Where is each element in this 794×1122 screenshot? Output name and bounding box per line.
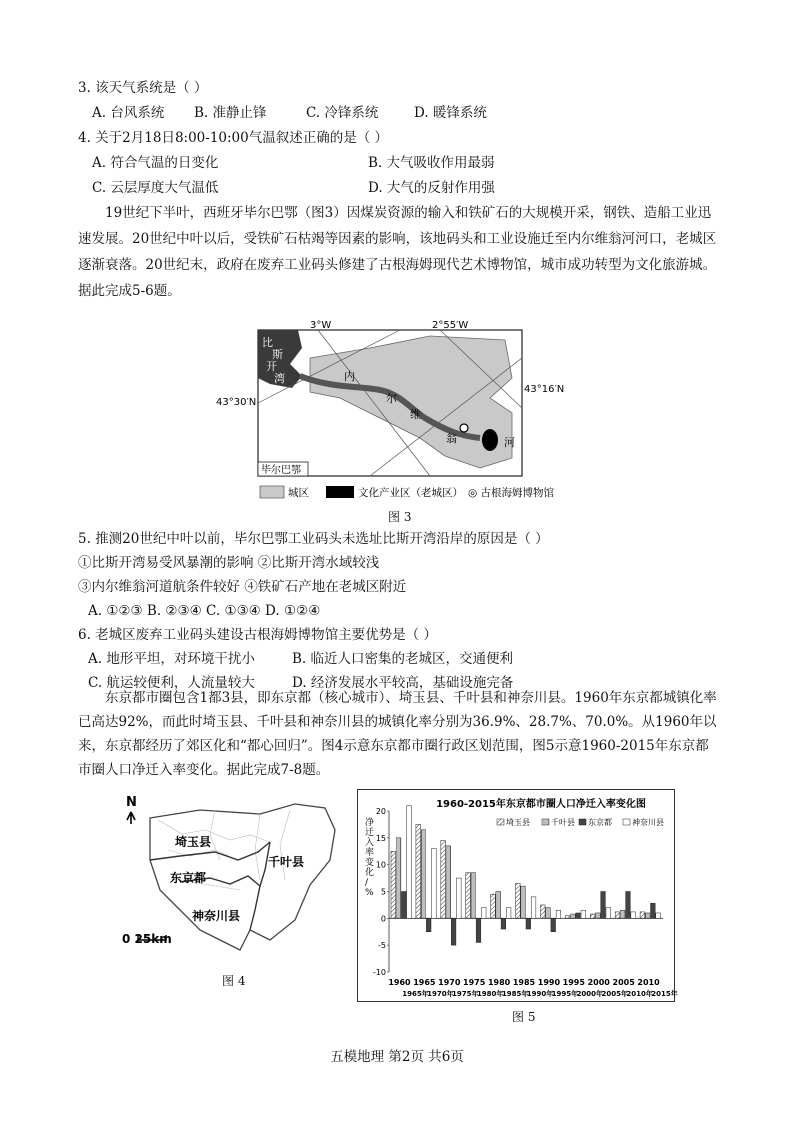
chart-bar-千叶县-2000 [596, 913, 601, 918]
legend-swatch [542, 819, 549, 825]
chart-ytick: 20 [375, 807, 386, 816]
guggenheim-marker [460, 424, 468, 432]
tokyo-label: 东京都 [170, 871, 207, 885]
figure-5-caption: 图 5 [512, 1010, 536, 1024]
chart-bar-埼玉县-1980 [491, 894, 496, 918]
chart-bar-东京都-1965 [426, 918, 431, 931]
chart-bar-神奈川县-1995 [581, 910, 586, 918]
chart-xtick-end: 1965年 [402, 990, 429, 998]
chart-bar-埼玉县-1990 [540, 905, 545, 918]
chart-bar-神奈川县-2005 [631, 912, 636, 918]
chart-xtick-end: 2015年 [651, 990, 678, 998]
chart-bar-神奈川县-1985 [531, 897, 536, 918]
chart-bar-东京都-1995 [576, 913, 581, 918]
bay-char-2: 斯 [272, 348, 283, 361]
chart-bar-千叶县-1980 [496, 892, 501, 919]
chart-ytick: 0 [380, 914, 386, 924]
chart-xtick-start: 1985 [512, 978, 536, 987]
legend-museum: ◎ 古根海姆博物馆 [468, 487, 554, 499]
chart-xtick-end: 2005年 [601, 990, 628, 998]
legend-urban: 城区 [288, 487, 309, 499]
chart-ytick: 5 [380, 887, 386, 897]
chart-xtick-start: 2000 [587, 978, 610, 987]
chart-xtick-end: 1985年 [501, 990, 529, 998]
chart-xtick-start: 1980 [487, 978, 511, 987]
chiba-label: 千叶县 [268, 855, 305, 869]
chart-xtick-end: 1990年 [526, 990, 554, 998]
chart-bar-埼玉县-1995 [565, 916, 570, 919]
culture-district [482, 429, 498, 451]
chart-bar-埼玉县-1960 [391, 851, 396, 918]
north-label: N [126, 795, 137, 810]
chart-bar-埼玉县-1975 [466, 873, 471, 919]
q5-choices-2: ③内尔维翁河道航条件较好 ④铁矿石产地在老城区附近 [78, 579, 407, 595]
chart-xtick-start: 2005 [612, 978, 635, 987]
chart-xtick-end: 1970年 [427, 990, 454, 998]
chart-ytick: 15 [375, 833, 386, 843]
legend-swatch [579, 819, 586, 825]
chart-ytick: -5 [378, 941, 386, 951]
chart-bar-千叶县-1990 [546, 908, 551, 919]
q5-stem: 5. 推测20世纪中叶以前，毕尔巴鄂工业码头未选址比斯开湾沿岸的原因是（ ） [78, 531, 549, 547]
chart-bar-神奈川县-1975 [481, 908, 486, 919]
fig3-lon1: 3°W [310, 320, 332, 331]
chart-bar-埼玉县-1965 [416, 824, 421, 918]
q6-option-c: C. 航运较便利，人流量较大 [88, 675, 255, 691]
fig3-city-label: 毕尔巴鄂 [261, 465, 301, 476]
q3-option-a: A. 台风系统 [92, 105, 165, 121]
q3-option-d: D. 暖锋系统 [414, 105, 487, 121]
chart-xtick-start: 1965 [413, 978, 436, 987]
page-footer: 五模地理 第2页 共6页 [330, 1049, 464, 1065]
chart-ylabel-char: % [365, 888, 374, 898]
figure-4-map [120, 790, 355, 960]
chart-bar-千叶县-1960 [396, 838, 401, 919]
river-char-1: 内 [344, 370, 355, 383]
q4-option-a: A. 符合气温的日变化 [92, 155, 219, 171]
q6-stem: 6. 老城区废弃工业码头建设古根海姆博物馆主要优势是（ ） [78, 627, 437, 643]
chart-bar-神奈川县-1965 [432, 849, 437, 919]
chart-bar-神奈川县-1970 [457, 878, 462, 918]
chart-xtick-start: 1960 [388, 978, 411, 987]
q5-options: A. ①②③ B. ②③④ C. ①③④ D. ①②④ [88, 603, 321, 619]
q3-stem: 3. 该天气系统是（ ） [78, 80, 208, 96]
fig3-lon2: 2°55′W [432, 320, 469, 331]
river-char-5: 河 [504, 436, 515, 449]
chart-bar-千叶县-2010 [645, 913, 650, 918]
chart-bar-神奈川县-1990 [556, 910, 561, 918]
chart-bar-千叶县-1985 [521, 886, 526, 918]
chart-bar-东京都-1980 [501, 918, 506, 929]
q4-option-c: C. 云层厚度大气温低 [92, 180, 219, 196]
passage-bilbao: 19世纪下半叶，西班牙毕尔巴鄂（图3）因煤炭资源的输入和铁矿石的大规模开采，钢铁、造船工业迅速发展。20世纪中叶以后，受铁矿石枯竭等因素的影响，该地码头和工业设施迁至内尔维翁河河口，老城区逐渐衰落。20世纪末，政府在废弃工业码头修建了古根海姆现代艺术博物馆，城市成功转型为文化旅游城。据此完成5-6题。 [78, 205, 717, 299]
scale-label: 0 25km [122, 932, 172, 946]
chart-xtick-end: 1980年 [476, 990, 504, 998]
chart-bar-埼玉县-2005 [615, 912, 620, 918]
chart-title: 1960-2015年东京都市圈人口净迁入率变化图 [436, 799, 646, 810]
chart-bar-东京都-2005 [626, 892, 631, 919]
chart-xtick-start: 1990 [537, 978, 561, 987]
chart-ylabel-char: 入 [365, 838, 375, 848]
chart-xtick-end: 1995年 [551, 990, 579, 998]
bay-char-1: 比 [262, 336, 273, 349]
chart-ylabel-char: 变 [365, 858, 375, 868]
chart-xtick-start: 1970 [438, 978, 461, 987]
legend-label: 东京都 [588, 818, 612, 827]
q3-option-c: C. 冷锋系统 [306, 105, 379, 121]
chart-bar-东京都-1960 [401, 892, 406, 919]
chart-bar-埼玉县-2000 [590, 914, 595, 918]
chart-bar-东京都-1985 [526, 918, 531, 929]
chart-bar-埼玉县-1970 [441, 841, 446, 919]
q3-option-b: B. 准静止锋 [194, 105, 267, 121]
legend-label: 千叶县 [551, 818, 575, 827]
q4-stem: 4. 关于2月18日8:00-10:00气温叙述正确的是（ ） [78, 130, 389, 146]
bay-char-4: 湾 [274, 372, 285, 385]
north-arrow-icon [127, 812, 135, 824]
fig3-lat-left: 43°30′N [216, 397, 257, 408]
chart-bar-埼玉县-2010 [640, 912, 645, 918]
chart-xtick-start: 1995 [562, 978, 585, 987]
chart-bar-神奈川县-2010 [656, 913, 661, 918]
fig3-lat-right: 43°16′N [524, 384, 565, 395]
chart-xtick-end: 1975年 [452, 990, 479, 998]
chart-bar-神奈川县-1960 [407, 806, 412, 919]
chart-ylabel-char: 迁 [365, 828, 375, 838]
chart-bar-千叶县-1970 [446, 846, 451, 918]
chart-ylabel-char: 率 [365, 848, 375, 858]
q6-option-d: D. 经济发展水平较高，基础设施完备 [292, 675, 514, 691]
river-char-4: 翁 [446, 432, 457, 445]
chart-xtick-start: 2010 [637, 978, 660, 987]
chart-ytick: 10 [375, 860, 386, 870]
chart-ytick: -10 [372, 968, 386, 977]
river-char-3: 维 [410, 408, 421, 421]
chart-ylabel-char: 净 [365, 818, 375, 828]
chart-ylabel-char: 化 [365, 868, 375, 878]
chart-bar-千叶县-1965 [421, 830, 426, 919]
river-char-2: 尔 [386, 392, 397, 405]
chart-bar-埼玉县-1985 [516, 883, 521, 918]
chart-xtick-end: 2000年 [576, 990, 604, 998]
passage-tokyo: 东京都市圈包含1都3县，即东京都（核心城市）、埼玉县、千叶县和神奈川县。1960年东京都城镇化率已高达92%，而此时埼玉县、千叶县和神奈川县的城镇化率分别为36.9%、28.7%、70.0%。从1960年以来，东京都经历了郊区化和“都心回归”。图4示意东京都市圈行政区划范围，图5示意1960-2015年东京都市圈人口净迁入率变化。据此完成7-8题。 [78, 690, 717, 778]
kanagawa-label: 神奈川县 [192, 909, 241, 923]
saitama-label: 埼玉县 [175, 835, 212, 849]
chart-bar-东京都-1970 [451, 918, 456, 945]
legend-swatch [497, 819, 504, 825]
chart-bar-千叶县-1975 [471, 873, 476, 919]
chart-xtick-end: 2010年 [626, 990, 653, 998]
legend-label: 埼玉县 [506, 818, 530, 827]
legend-label: 神奈川县 [632, 818, 664, 827]
chart-bar-神奈川县-2000 [606, 908, 611, 919]
chart-ylabel-char: / [365, 878, 369, 888]
q6-option-b: B. 临近人口密集的老城区，交通便利 [292, 651, 514, 667]
chart-bar-东京都-2000 [601, 892, 606, 919]
chart-bar-千叶县-1995 [571, 914, 576, 918]
figure-4-caption: 图 4 [222, 974, 246, 988]
figure-3-caption: 图 3 [388, 510, 412, 524]
chart-bar-神奈川县-1980 [506, 908, 511, 919]
legend-swatch [623, 819, 630, 825]
q4-option-d: D. 大气的反射作用强 [368, 180, 495, 196]
q4-option-b: B. 大气吸收作用最弱 [368, 155, 495, 171]
chart-xtick-start: 1975 [463, 978, 486, 987]
chart-bar-东京都-1990 [551, 918, 556, 931]
q5-choices-1: ①比斯开湾易受风暴潮的影响 ②比斯开湾水域较浅 [78, 555, 380, 571]
chart-bar-东京都-2010 [651, 903, 656, 918]
legend-culture: 文化产业区（老城区） [358, 487, 463, 499]
figure-3-map [216, 318, 565, 508]
chart-bar-东京都-1975 [476, 918, 481, 942]
figure-5-chart [357, 789, 678, 1002]
bay-char-3: 开 [266, 360, 277, 373]
chart-bar-千叶县-2005 [620, 910, 625, 918]
q6-option-a: A. 地形平坦，对环境干扰小 [88, 651, 255, 667]
